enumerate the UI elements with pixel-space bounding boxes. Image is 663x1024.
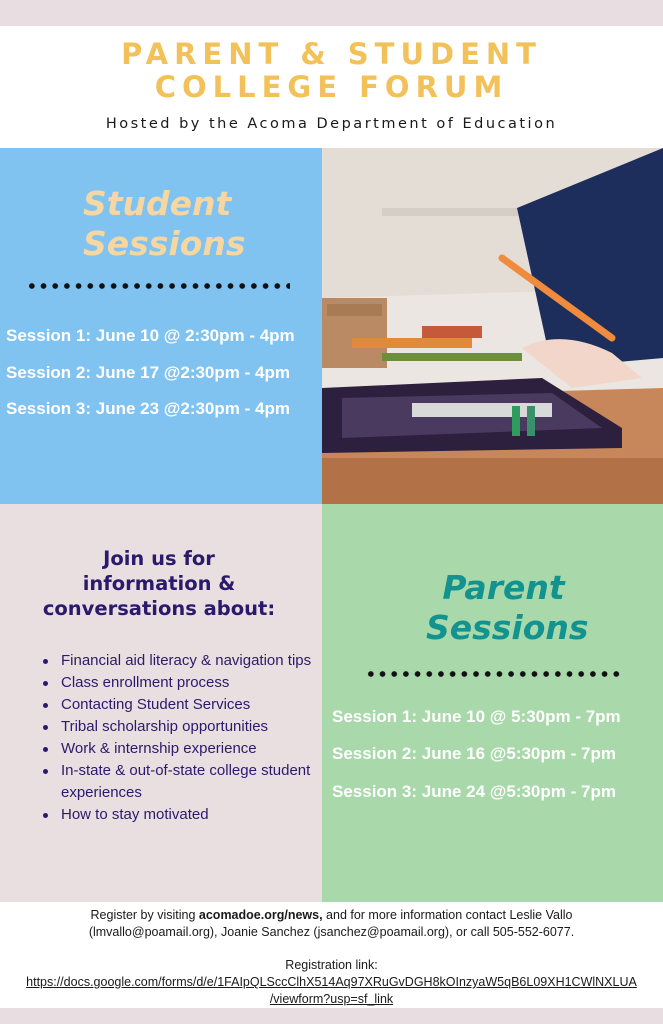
topic-item: Tribal scholarship opportunities — [42, 716, 312, 738]
register-prefix: Register by visiting — [90, 908, 199, 922]
parent-heading-line-2: Sessions — [426, 608, 589, 647]
parent-session-3: Session 3: June 24 @5:30pm - 7pm — [332, 782, 616, 801]
title-line-1: PARENT & STUDENT — [121, 37, 542, 71]
forum-title — [0, 26, 663, 104]
parent-sessions-panel — [322, 504, 663, 902]
photo-illustration — [322, 148, 663, 504]
registration-url-line-1: https://docs.google.com/forms/d/e/1FAIpQLSccClhX514Aq97XRuGvDGH8kOInzyaW5qB6L09XH1CWlNXLUA — [26, 975, 637, 989]
topic-item: How to stay motivated — [42, 804, 312, 826]
topic-item: Contacting Student Services — [42, 694, 312, 716]
parent-session-2: Session 2: June 16 @5:30pm - 7pm — [332, 744, 616, 763]
student-session-3: Session 3: June 23 @2:30pm - 4pm — [6, 399, 290, 418]
register-site-link[interactable]: acomadoe.org/news, — [198, 908, 323, 922]
student-heading-line-2: Sessions — [83, 224, 246, 263]
title-line-2: COLLEGE FORUM — [154, 70, 509, 104]
topics-list — [42, 650, 312, 826]
parent-sessions-heading — [426, 568, 589, 648]
host-subtitle: Hosted by the Acoma Department of Education — [105, 116, 558, 132]
topics-heading-line-1: Join us for — [103, 547, 215, 570]
topic-item: Work & internship experience — [42, 738, 312, 760]
contact-line: (lmvallo@poamail.org), Joanie Sanchez (jsanchez@poamail.org), or call 505-552-6077. — [88, 925, 575, 939]
student-heading-line-1: Student — [83, 184, 232, 223]
topics-panel — [0, 504, 322, 902]
registration-label: Registration link: — [285, 958, 378, 972]
dotted-divider — [365, 671, 623, 677]
parent-heading-line-1: Parent — [442, 568, 565, 607]
register-line — [0, 907, 663, 924]
footer — [0, 902, 663, 1008]
student-session-2: Session 2: June 17 @2:30pm - 4pm — [6, 363, 290, 382]
header — [0, 26, 663, 148]
topics-heading-line-3: conversations about: — [42, 597, 276, 620]
dotted-divider — [26, 283, 290, 289]
register-suffix: and for more information contact Leslie Vallo — [322, 908, 573, 922]
student-session-1: Session 1: June 10 @ 2:30pm - 4pm — [6, 326, 295, 345]
student-writing-photo — [322, 148, 663, 504]
topics-heading-line-2: information & — [82, 572, 236, 595]
student-sessions-heading — [83, 184, 246, 264]
student-sessions-panel — [0, 148, 322, 504]
topic-item: Financial aid literacy & navigation tips — [42, 650, 312, 672]
topic-item: In-state & out-of-state college student experiences — [42, 760, 312, 804]
topic-item: Class enrollment process — [42, 672, 312, 694]
topics-heading — [20, 546, 298, 621]
parent-session-1: Session 1: June 10 @ 5:30pm - 7pm — [332, 707, 621, 726]
registration-url-line-2: /viewform?usp=sf_link — [269, 992, 394, 1006]
registration-link[interactable] — [0, 974, 663, 1008]
